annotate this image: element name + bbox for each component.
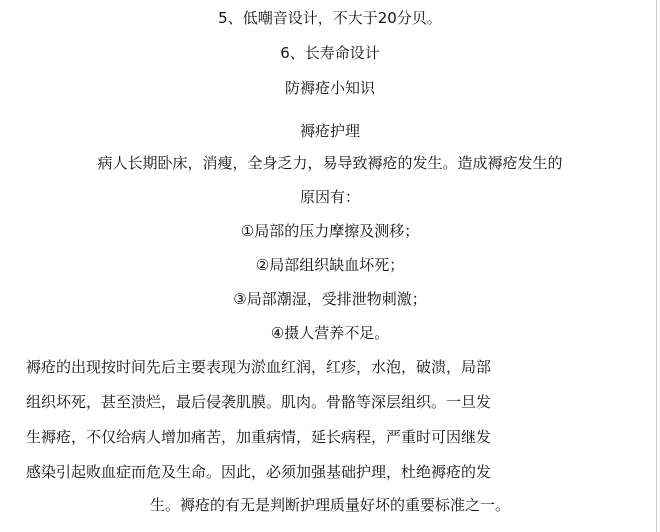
- intro-line-2: 原因有：: [299, 188, 360, 206]
- cause-item-4: ④摄人营养不足。: [270, 324, 390, 342]
- intro-line-1: 病人长期卧床，消瘦，全身乏力，易导致褥疮的发生。造成褥疮发生的: [97, 154, 563, 172]
- spec-line-long-life: 6、长寿命设计: [280, 44, 380, 62]
- paragraph-line-2: 组织坏死，甚至溃烂，最后侵袭肌膜。肌肉。骨骼等深层组织。一旦发: [26, 393, 492, 411]
- paragraph-line-5: 生。褥疮的有无是判断护理质量好坏的重要标准之一。: [149, 496, 510, 514]
- section-heading-care: 褥疮护理: [299, 122, 360, 140]
- section-title-tips: 防褥疮小知识: [284, 79, 375, 97]
- paragraph-line-1: 褥疮的出现按时间先后主要表现为淤血红润，红疹，水泡，破溃，局部: [26, 358, 492, 376]
- page-edge-divider: [656, 0, 657, 532]
- cause-item-3: ③局部潮湿，受排泄物刺激；: [233, 290, 427, 308]
- cause-item-2: ②局部组织缺血坏死；: [255, 256, 405, 274]
- cause-item-1: ①局部的压力摩擦及测移；: [240, 222, 420, 240]
- spec-line-low-noise: 5、低嘲音设计，不大于20分贝。: [218, 9, 442, 27]
- paragraph-line-4: 感染引起败血症而危及生命。因此，必须加强基础护理，杜绝褥疮的发: [26, 463, 492, 481]
- paragraph-line-3: 生褥疮，不仅给病人增加痛苦，加重病情，延长病程，严重时可因继发: [26, 428, 492, 446]
